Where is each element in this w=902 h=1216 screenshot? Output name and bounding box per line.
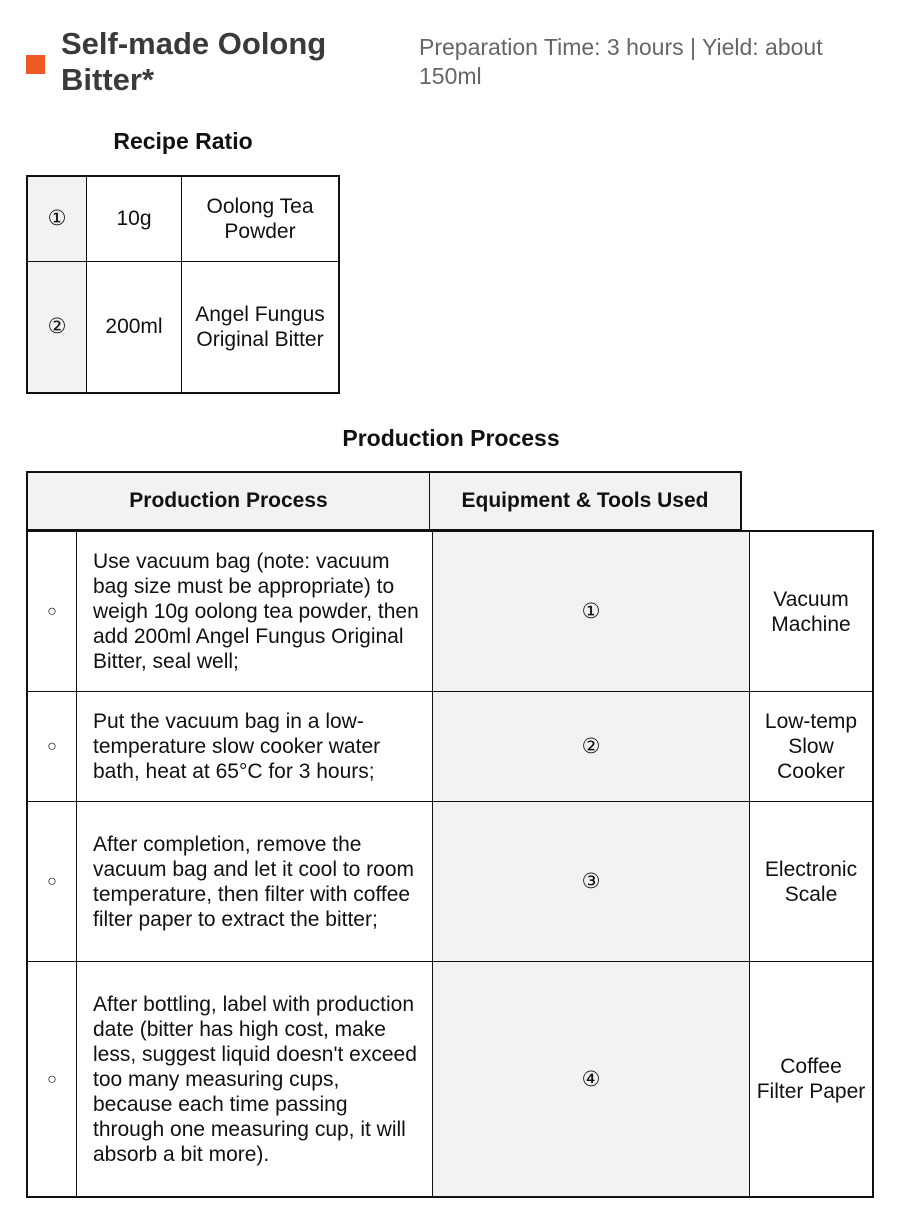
bullet-circle-icon: ○ — [27, 962, 77, 1198]
step-text: After completion, remove the vacuum bag and let it cool to room temperature, then filter with coffee filter paper to extract the bitter; — [77, 802, 433, 962]
preparation-meta: Preparation Time: 3 hours | Yield: about 150ml — [419, 34, 823, 89]
production-process-title: Production Process — [342, 425, 560, 451]
page-title: Self-made Oolong Bitter* — [61, 26, 327, 97]
step-text: Put the vacuum bag in a low-temperature slow cooker water bath, heat at 65°C for 3 hours; — [77, 692, 433, 802]
step-number: ③ — [433, 802, 750, 962]
production-process-table — [26, 530, 874, 1198]
bullet-circle-icon: ○ — [27, 802, 77, 962]
step-text: Use vacuum bag (note: vacuum bag size must be appropriate) to weigh 10g oolong tea powder, then add 200ml Angel Fungus Original Bitter, seal well; — [77, 531, 433, 692]
bullet-circle-icon: ○ — [27, 692, 77, 802]
bullet-circle-icon: ○ — [27, 531, 77, 692]
ingredient-amount: 10g — [87, 176, 182, 261]
ingredient-name: Oolong Tea Powder — [182, 176, 340, 261]
step-text: After bottling, label with production date (bitter has high cost, make less, suggest liquid doesn't exceed too many measuring cups, because each time passing through one measuring cup, it will absorb a bit more). — [77, 962, 433, 1198]
header-equipment-tools: Equipment & Tools Used — [461, 489, 709, 512]
table-row — [27, 692, 873, 802]
tool-name: Vacuum Machine — [750, 531, 874, 692]
step-number: ① — [433, 531, 750, 692]
recipe-ratio-table — [26, 175, 340, 394]
tool-name: Coffee Filter Paper — [750, 962, 874, 1198]
ingredient-number: ① — [27, 176, 87, 261]
tool-name: Electronic Scale — [750, 802, 874, 962]
ingredient-amount: 200ml — [87, 261, 182, 393]
header-production-process: Production Process — [28, 473, 430, 529]
ingredient-name: Angel Fungus Original Bitter — [182, 261, 340, 393]
tool-name: Low-temp Slow Cooker — [750, 692, 874, 802]
recipe-row — [27, 176, 339, 261]
accent-square-icon — [26, 55, 45, 74]
ingredient-number: ② — [27, 261, 87, 393]
table-row — [27, 962, 873, 1198]
step-number: ④ — [433, 962, 750, 1198]
recipe-ratio-title: Recipe Ratio — [113, 128, 253, 154]
table-row — [27, 531, 873, 692]
process-table-header — [26, 471, 742, 531]
table-row — [27, 802, 873, 962]
step-number: ② — [433, 692, 750, 802]
recipe-row — [27, 261, 339, 393]
